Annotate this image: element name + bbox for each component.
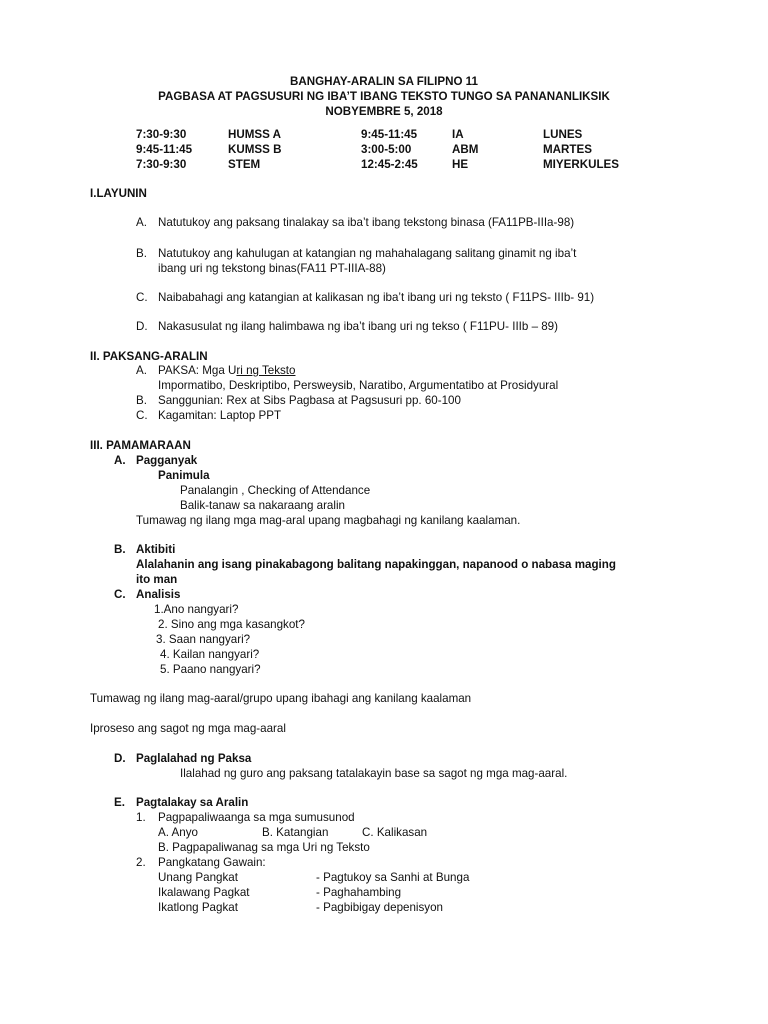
list-letter: D. (114, 752, 126, 765)
kagamitan-line: Kagamitan: Laptop PPT (158, 409, 282, 422)
list-letter: C. (114, 588, 126, 601)
list-letter: E. (114, 796, 125, 809)
objective-text: Naibabahagi ang katangian at kalikasan ng iba’t ibang uri ng teksto ( F11PS- IIIb- 91) (158, 291, 595, 304)
text-line: Tumawag ng ilang mga mag-aral upang magbahagi ng kanilang kaalaman. (136, 514, 521, 527)
group-task: - Pagbibigay depenisyon (316, 901, 443, 914)
objective-letter: C. (136, 291, 148, 304)
schedule-cell: HUMSS A (228, 128, 282, 141)
list-letter: B. (136, 394, 147, 407)
subsection-title: Pagtalakay sa Aralin (136, 796, 249, 809)
list-letter: A. (114, 454, 126, 467)
schedule-cell: MARTES (543, 143, 592, 156)
list-letter: B. (114, 543, 126, 556)
section-heading-paksang-aralin: II. PAKSANG-ARALIN (90, 350, 208, 363)
subsection-subtitle: Panimula (158, 469, 210, 482)
question-item: 3. Saan nangyari? (156, 633, 251, 646)
text-line: ito man (136, 573, 178, 586)
text-line: Panalangin , Checking of Attendance (180, 484, 371, 497)
section-heading-layunin: I.LAYUNIN (90, 187, 147, 200)
paksa-label: PAKSA: Mga U (158, 364, 237, 377)
text-line: Alalahanin ang isang pinakabagong balitang napakinggan, napanood o nabasa maging (136, 558, 616, 571)
paksa-title: ri ng Teksto (236, 364, 296, 377)
group-task: - Paghahambing (316, 886, 402, 899)
schedule-cell: LUNES (543, 128, 583, 141)
sub-item: A. Anyo (158, 826, 198, 839)
schedule-cell: IA (452, 128, 464, 141)
schedule-cell: 7:30-9:30 (136, 158, 187, 171)
objective-text: Natutukoy ang kahulugan at katangian ng mahahalagang salitang ginamit ng iba’t (158, 247, 577, 260)
objective-letter: B. (136, 247, 147, 260)
list-number: 1. (136, 811, 146, 824)
schedule-cell: 12:45-2:45 (361, 158, 418, 171)
objective-letter: A. (136, 216, 147, 229)
group-name: Ikalawang Pagkat (158, 886, 250, 899)
list-letter: C. (136, 409, 148, 422)
list-number: 2. (136, 856, 146, 869)
subsection-title: Pagganyak (136, 454, 198, 467)
section-heading-pamamaraan: III. PAMAMARAAN (90, 439, 191, 452)
question-item: 1.Ano nangyari? (154, 603, 239, 616)
schedule-cell: 7:30-9:30 (136, 128, 187, 141)
sub-item: C. Kalikasan (362, 826, 428, 839)
sub-item: B. Katangian (262, 826, 329, 839)
schedule-cell: ABM (452, 143, 479, 156)
text-line: Balik-tanaw sa nakaraang aralin (180, 499, 345, 512)
document-subtitle: PAGBASA AT PAGSUSURI NG IBA’T IBANG TEKSTO TUNGO SA PANANANLIKSIK (158, 90, 610, 103)
question-item: 4. Kailan nangyari? (160, 648, 260, 661)
objective-text: Nakasusulat ng ilang halimbawa ng iba’t ibang uri ng tekso ( F11PU- IIIb – 89) (158, 320, 558, 333)
document-date: NOBYEMBRE 5, 2018 (325, 105, 443, 118)
text-line: Iproseso ang sagot ng mga mag-aaral (90, 722, 286, 735)
text-line: Pangkatang Gawain: (158, 856, 266, 869)
schedule-cell: MIYERKULES (543, 158, 620, 171)
group-task: - Pagtukoy sa Sanhi at Bunga (316, 871, 470, 884)
document-title: BANGHAY-ARALIN SA FILIPNO 11 (290, 75, 478, 88)
schedule-cell: 9:45-11:45 (361, 128, 418, 141)
question-item: 2. Sino ang mga kasangkot? (158, 618, 305, 631)
question-item: 5. Paano nangyari? (160, 663, 261, 676)
text-line: Ilalahad ng guro ang paksang tatalakayin base sa sagot ng mga mag-aaral. (180, 767, 568, 780)
subsection-title: Analisis (136, 588, 181, 601)
text-line: Tumawag ng ilang mag-aaral/grupo upang ibahagi ang kanilang kaalaman (90, 692, 472, 705)
group-name: Ikatlong Pagkat (158, 901, 238, 914)
subsection-title: Aktibiti (136, 543, 176, 556)
objective-text: Natutukoy ang paksang tinalakay sa iba’t ibang tekstong binasa (FA11PB-IIIa-98) (158, 216, 575, 229)
schedule-cell: 9:45-11:45 (136, 143, 193, 156)
group-name: Unang Pangkat (158, 871, 238, 884)
subsection-title: Paglalahad ng Paksa (136, 752, 252, 765)
text-line: Pagpapaliwaanga sa mga sumusunod (158, 811, 355, 824)
list-letter: A. (136, 364, 147, 377)
schedule-cell: 3:00-5:00 (361, 143, 412, 156)
paksa-line (158, 364, 295, 378)
sub-item: B. Pagpapaliwanag sa mga Uri ng Teksto (158, 841, 370, 854)
schedule-cell: HE (452, 158, 469, 171)
schedule-cell: KUMSS B (228, 143, 282, 156)
schedule-cell: STEM (228, 158, 261, 171)
text-types-line: Impormatibo, Deskriptibo, Persweysib, Naratibo, Argumentatibo at Prosidyural (158, 379, 559, 392)
objective-letter: D. (136, 320, 148, 333)
sanggunian-line: Sanggunian: Rex at Sibs Pagbasa at Pagsusuri pp. 60-100 (158, 394, 461, 407)
objective-text: ibang uri ng tekstong binas(FA11 PT-IIIA-88) (158, 262, 386, 275)
